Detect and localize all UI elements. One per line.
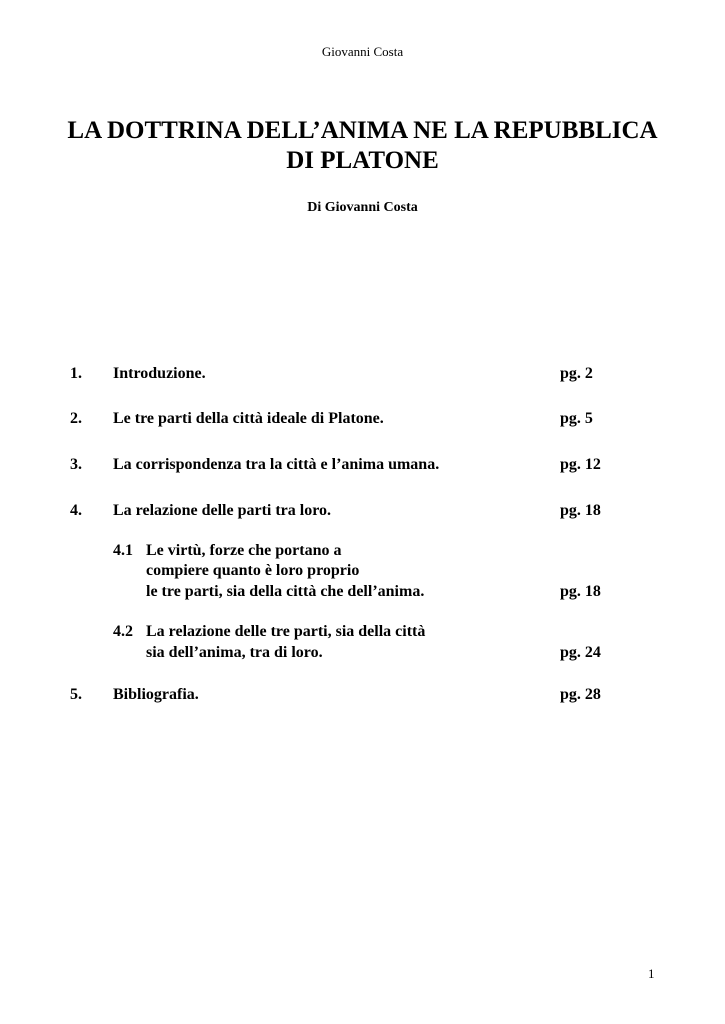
toc-item-page: pg. 12 (560, 456, 601, 473)
toc-subitem-line: La relazione delle tre parti, sia della città (146, 623, 426, 640)
toc-subitem-page: pg. 18 (560, 583, 601, 600)
toc-subitem-number: 4.2 (113, 623, 133, 640)
toc-subitem-line: sia dell’anima, tra di loro. (146, 644, 323, 661)
title-line-2: DI PLATONE (286, 147, 439, 174)
toc-item-bibliografia (0, 685, 725, 705)
toc-item-label: Introduzione. (113, 365, 206, 382)
toc-item-number: 2. (70, 410, 82, 427)
toc-subitem-page: pg. 24 (560, 644, 601, 661)
toc-subitem-line: le tre parti, sia della città che dell’anima. (146, 583, 425, 600)
toc-item-label: La relazione delle parti tra loro. (113, 502, 332, 519)
toc-item-page: pg. 18 (560, 502, 601, 519)
toc-item-number: 3. (70, 456, 82, 473)
toc-item-label: La corrispondenza tra la città e l’anima umana. (113, 456, 440, 473)
toc-item-label: Le tre parti della città ideale di Platone. (113, 410, 384, 427)
toc-subitem-line: Le virtù, forze che portano a (146, 542, 342, 559)
running-header: Giovanni Costa (321, 44, 404, 59)
document-title (40, 116, 685, 176)
toc-subitem-line: compiere quanto è loro proprio (146, 562, 360, 579)
toc-item-number: 4. (70, 502, 82, 519)
title-line-1: LA DOTTRINA DELL’ANIMA NE LA REPUBBLICA (67, 117, 658, 144)
toc-item-number: 1. (70, 365, 82, 382)
toc-item-page: pg. 28 (560, 686, 601, 703)
toc-item-page: pg. 5 (560, 410, 593, 427)
author-line: Di Giovanni Costa (307, 200, 418, 215)
toc-subitem-number: 4.1 (113, 542, 133, 559)
toc-item-tre-parti (0, 409, 725, 429)
toc-item-relazione (0, 501, 725, 521)
toc-item-number: 5. (70, 686, 82, 703)
page-number: 1 (648, 966, 655, 981)
toc-item-corrispondenza (0, 455, 725, 475)
toc-item-label: Bibliografia. (113, 686, 199, 703)
toc-item-page: pg. 2 (560, 365, 593, 382)
toc-item-introduzione (0, 364, 725, 384)
